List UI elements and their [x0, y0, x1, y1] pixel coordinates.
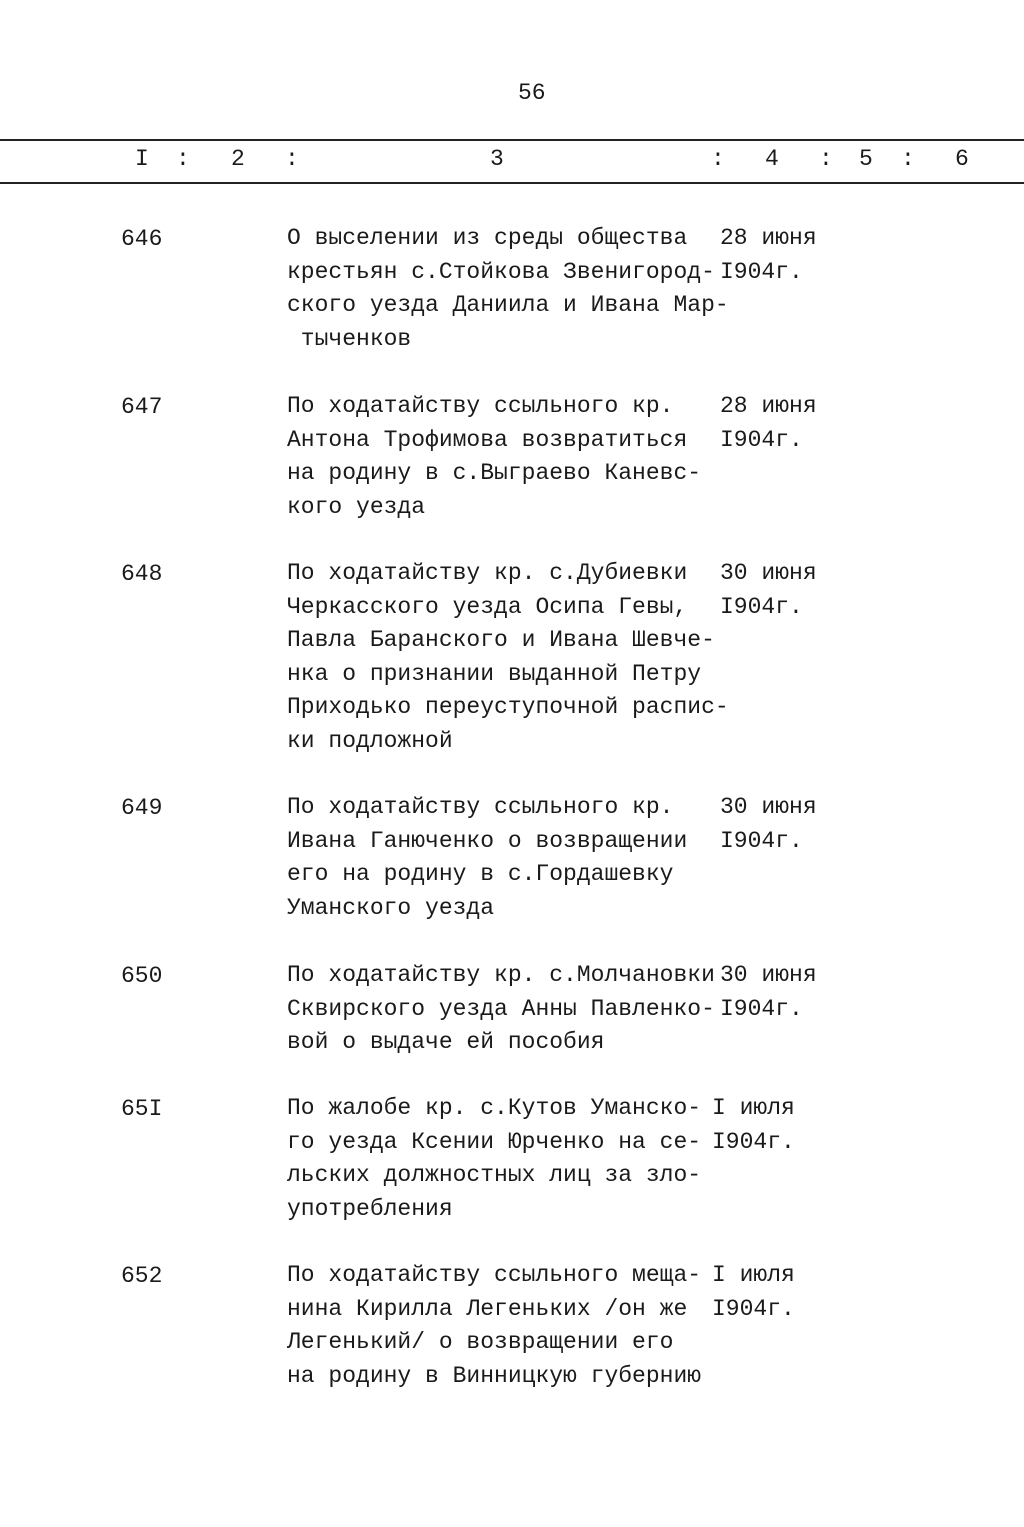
entry-number: 646: [121, 226, 163, 252]
column-1-label: I: [135, 146, 149, 172]
page-number: 56: [518, 80, 546, 106]
entry-date: [712, 1259, 795, 1326]
description-line: По ходатайству ссыльного меща-: [287, 1262, 702, 1288]
column-separator: :: [901, 146, 915, 172]
description-line: Уманского уезда: [287, 894, 495, 921]
date-line: I904г.: [712, 1128, 795, 1155]
description-line: вой о выдаче ей пособия: [287, 1029, 605, 1055]
entry-date: [720, 557, 817, 624]
entry-number: 648: [121, 561, 163, 587]
description-line: кого уезда: [287, 493, 426, 520]
entry-description: [287, 222, 729, 356]
date-line: I904г.: [720, 827, 803, 854]
description-line: го уезда Ксении Юрченко на се-: [287, 1128, 702, 1155]
description-line: Антона Трофимова возвратиться: [287, 426, 688, 453]
description-line: По ходатайству кр. с.Дубиевки: [287, 560, 688, 586]
description-line: его на родину в с.Гордашевку: [287, 861, 674, 887]
entry-number: 652: [121, 1263, 163, 1289]
entry-date: [720, 959, 817, 1026]
date-line: I июля: [712, 1262, 795, 1288]
description-line: употребления: [287, 1195, 453, 1222]
description-line: По жалобе кр. с.Кутов Уманско-: [287, 1095, 702, 1121]
description-line: Приходько переуступочной распис-: [287, 694, 729, 720]
description-line: тыченков: [287, 325, 412, 352]
entry-number: 65I: [121, 1096, 163, 1122]
date-line: I июля: [712, 1095, 795, 1121]
date-line: I904г.: [712, 1295, 795, 1322]
description-line: Сквирского уезда Анны Павленко-: [287, 995, 715, 1022]
description-line: По ходатайству кр. с.Молчановки: [287, 962, 715, 988]
column-separator: :: [176, 146, 190, 172]
description-line: По ходатайству ссыльного кр.: [287, 794, 674, 820]
description-line: нка о признании выданной Петру: [287, 660, 702, 687]
description-line: По ходатайству ссыльного кр.: [287, 393, 674, 419]
date-line: 28 июня: [720, 393, 817, 419]
entry-description: [287, 959, 715, 1060]
entry-description: [287, 390, 701, 524]
entry-date: [720, 791, 817, 858]
entry-description: [287, 791, 687, 925]
column-separator: :: [819, 146, 833, 172]
entry-date: [720, 222, 817, 289]
description-line: на родину в Винницкую губернию: [287, 1362, 702, 1389]
column-separator: :: [285, 146, 299, 172]
entry-number: 649: [121, 795, 163, 821]
entry-description: [287, 1092, 701, 1226]
date-line: I904г.: [720, 995, 803, 1022]
column-5-label: 5: [859, 146, 873, 172]
description-line: Ивана Ганюченко о возвращении: [287, 827, 688, 854]
date-line: 30 июня: [720, 794, 817, 820]
column-3-label: 3: [490, 146, 504, 172]
column-4-label: 4: [765, 146, 779, 172]
entry-number: 647: [121, 394, 163, 420]
date-line: I904г.: [720, 258, 803, 285]
date-line: 30 июня: [720, 560, 817, 586]
column-2-label: 2: [231, 146, 245, 172]
entry-number: 650: [121, 963, 163, 989]
description-line: льских должностных лиц за зло-: [287, 1162, 702, 1188]
column-6-label: 6: [955, 146, 969, 172]
description-line: крестьян с.Стойкова Звенигород-: [287, 258, 715, 285]
description-line: ского уезда Даниила и Ивана Мар-: [287, 292, 729, 318]
date-line: I904г.: [720, 426, 803, 453]
description-line: на родину в с.Выграево Каневс-: [287, 460, 702, 486]
entry-date: [712, 1092, 795, 1159]
entry-description: [287, 557, 729, 758]
header-top-rule: [0, 139, 1024, 141]
date-line: 30 июня: [720, 962, 817, 988]
description-line: нина Кирилла Легеньких /он же: [287, 1295, 688, 1322]
entry-description: [287, 1259, 701, 1393]
description-line: О выселении из среды общества: [287, 225, 688, 251]
date-line: 28 июня: [720, 225, 817, 251]
description-line: Черкасского уезда Осипа Гевы,: [287, 593, 688, 620]
description-line: ки подложной: [287, 727, 453, 754]
header-bottom-rule: [0, 182, 1024, 184]
entry-date: [720, 390, 817, 457]
description-line: Павла Баранского и Ивана Шевче-: [287, 627, 715, 653]
date-line: I904г.: [720, 593, 803, 620]
column-separator: :: [711, 146, 725, 172]
description-line: Легенький/ о возвращении его: [287, 1329, 674, 1355]
